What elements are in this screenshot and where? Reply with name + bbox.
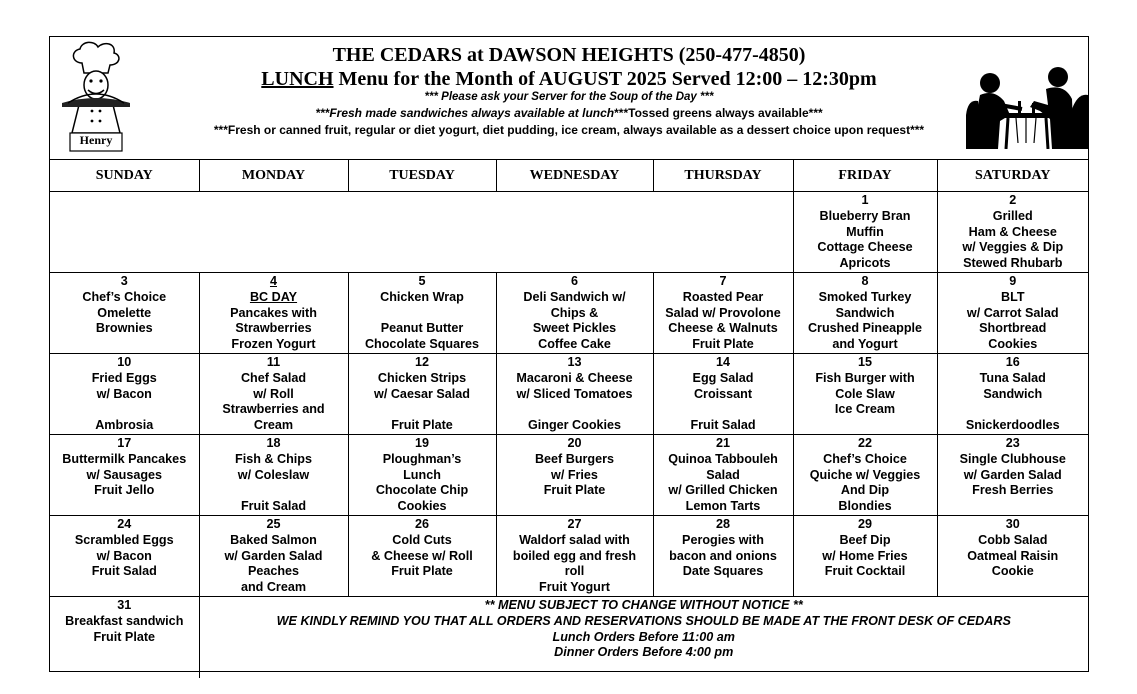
- sandwich-note-italic: ***Fresh made sandwiches always available at lunch: [315, 106, 615, 120]
- day-cell: [937, 434, 1088, 515]
- day-header-sunday: SUNDAY: [50, 160, 199, 192]
- menu-item: Croissant: [693, 386, 753, 401]
- day-number: 9: [1009, 273, 1017, 288]
- day-cell: [496, 272, 653, 353]
- menu-item: and Yogurt: [832, 337, 898, 352]
- day-number: 17: [117, 435, 132, 450]
- menu-item: Quinoa Tabbouleh: [668, 451, 778, 466]
- day-cell: [496, 434, 653, 515]
- day-number: 10: [117, 354, 132, 369]
- menu-item: Fruit Plate: [692, 337, 754, 352]
- day-number: 3: [120, 273, 128, 288]
- day-number: 23: [1005, 435, 1020, 450]
- day-cell: [199, 272, 348, 353]
- menu-item: Shortbread: [979, 321, 1047, 336]
- menu-item: Frozen Yogurt: [231, 337, 316, 352]
- menu-item: Fried Eggs: [91, 370, 157, 385]
- menu-item: Macaroni & Cheese: [516, 370, 633, 385]
- menu-item: Chicken Strips: [377, 370, 467, 385]
- menu-item: w/ Bacon: [96, 386, 152, 401]
- menu-sheet: [49, 36, 1089, 672]
- day-number: 1: [861, 193, 869, 207]
- menu-item: Fruit Salad: [690, 418, 756, 433]
- day-header-friday: FRIDAY: [793, 160, 937, 192]
- week-row: [50, 515, 1088, 596]
- sandwich-note-rest: ***Tossed greens always available***: [614, 106, 823, 120]
- menu-item: And Dip: [840, 483, 890, 498]
- soup-note: *** Please ask your Server for the Soup of the Day ***: [424, 91, 714, 103]
- day-cell: [199, 515, 348, 596]
- menu-item: w/ Grilled Chicken: [668, 483, 778, 498]
- day-number: 12: [414, 354, 429, 369]
- menu-subtitle: [50, 68, 1088, 91]
- menu-item: w/ Sliced Tomatoes: [516, 386, 633, 401]
- menu-item: Blondies: [838, 499, 892, 514]
- menu-item: Snickerdoodles: [965, 418, 1060, 433]
- day-number: 29: [857, 516, 872, 531]
- day-cell: [50, 596, 199, 678]
- menu-item: Fruit Plate: [391, 418, 453, 433]
- menu-item: Cole Slaw: [835, 386, 895, 401]
- menu-item: Fish & Chips: [235, 451, 312, 466]
- menu-item: w/ Garden Salad: [963, 467, 1062, 482]
- menu-header: [50, 37, 1088, 160]
- menu-item: BC DAY: [249, 289, 298, 304]
- menu-item: Fish Burger with: [815, 370, 915, 385]
- menu-item: Chocolate Squares: [364, 337, 480, 352]
- menu-item: Ploughman’s: [382, 451, 462, 466]
- menu-item: Fruit Salad: [240, 499, 307, 514]
- menu-item: Cream: [253, 418, 294, 433]
- day-cell: [793, 353, 937, 434]
- menu-item: Lunch: [403, 467, 441, 482]
- menu-item: w/ Home Fries: [822, 548, 908, 563]
- menu-item: Oatmeal Raisin: [967, 548, 1059, 563]
- menu-item: Cottage Cheese: [817, 240, 913, 255]
- menu-item: Roasted Pear: [682, 289, 764, 304]
- menu-item: Chef Salad: [240, 370, 307, 385]
- day-number: 8: [861, 273, 869, 288]
- menu-item: Ice Cream: [834, 402, 896, 417]
- empty-day-cell: [50, 192, 793, 273]
- menu-item: roll: [564, 564, 585, 579]
- day-number: 15: [857, 354, 872, 369]
- menu-item: Tuna Salad: [979, 370, 1046, 385]
- menu-item: w/ Roll: [253, 386, 294, 401]
- menu-item: Cookies: [397, 499, 447, 514]
- day-number: 27: [567, 516, 582, 531]
- day-number: 14: [715, 354, 730, 369]
- day-number: 28: [715, 516, 730, 531]
- menu-item: [349, 402, 496, 418]
- menu-item: Blueberry Bran: [819, 208, 911, 223]
- menu-item: w/ Caesar Salad: [374, 386, 470, 401]
- menu-item: Fruit Yogurt: [539, 580, 610, 595]
- menu-item: Stewed Rhubarb: [963, 256, 1063, 271]
- day-cell: [348, 434, 496, 515]
- menu-item: w/ Garden Salad: [224, 548, 323, 563]
- day-cell: [50, 434, 199, 515]
- menu-item: BLT: [1000, 289, 1025, 304]
- menu-item: Waldorf salad with: [519, 532, 630, 547]
- day-cell: [496, 353, 653, 434]
- menu-item: Smoked Turkey: [818, 289, 912, 304]
- week-row: [50, 434, 1088, 515]
- day-number: 5: [418, 273, 426, 288]
- day-number: 18: [266, 435, 281, 450]
- day-number: 16: [1005, 354, 1020, 369]
- menu-item: Sweet Pickles: [532, 321, 617, 336]
- week-row: [50, 353, 1088, 434]
- day-header-saturday: SATURDAY: [937, 160, 1088, 192]
- menu-item: Buttermilk Pancakes: [62, 451, 187, 466]
- menu-item: Fruit Salad: [91, 564, 157, 579]
- menu-item: Chips &: [550, 305, 599, 320]
- day-cell: [653, 272, 793, 353]
- notice-line: ** MENU SUBJECT TO CHANGE WITHOUT NOTICE **: [484, 597, 803, 612]
- menu-item: Strawberries and: [222, 402, 325, 417]
- day-cell: [348, 515, 496, 596]
- day-header-row: [50, 160, 1088, 192]
- menu-calendar: [50, 159, 1088, 678]
- menu-item: Ambrosia: [95, 418, 154, 433]
- menu-item: w/ Veggies & Dip: [962, 240, 1064, 255]
- day-cell: [348, 272, 496, 353]
- day-cell: [937, 353, 1088, 434]
- menu-item: Fruit Cocktail: [824, 564, 906, 579]
- menu-item: Beef Dip: [839, 532, 891, 547]
- menu-item: Chef’s Choice: [82, 289, 167, 304]
- menu-item: Grilled: [992, 208, 1033, 223]
- week-row-last: [50, 596, 1088, 678]
- menu-item: Quiche w/ Veggies: [809, 467, 921, 482]
- week-body: [50, 192, 1088, 679]
- menu-item: Fruit Plate: [391, 564, 453, 579]
- day-cell: [793, 272, 937, 353]
- menu-item: Deli Sandwich w/: [523, 289, 626, 304]
- menu-item: Baked Salmon: [230, 532, 317, 547]
- menu-item: Crushed Pineapple: [807, 321, 923, 336]
- menu-item: Single Clubhouse: [959, 451, 1066, 466]
- menu-item: Cold Cuts: [392, 532, 452, 547]
- menu-item: [349, 306, 496, 322]
- menu-item: Pancakes with: [230, 305, 317, 320]
- menu-item: Lemon Tarts: [685, 499, 761, 514]
- day-cell: [50, 353, 199, 434]
- sandwich-note: [50, 106, 1088, 120]
- menu-item: Beef Burgers: [534, 451, 615, 466]
- menu-item: [654, 402, 793, 418]
- menu-item: [938, 402, 1089, 418]
- day-number: 6: [570, 273, 578, 288]
- menu-item: Cheese & Walnuts: [668, 321, 778, 336]
- day-header-tuesday: TUESDAY: [348, 160, 496, 192]
- menu-item: [200, 483, 348, 499]
- day-cell: [793, 434, 937, 515]
- menu-item: Cobb Salad: [978, 532, 1048, 547]
- menu-item: Chocolate Chip: [375, 483, 469, 498]
- menu-item: [50, 402, 199, 418]
- menu-item: Cookies: [988, 337, 1038, 352]
- day-cell: [793, 192, 937, 273]
- menu-item: Sandwich: [835, 305, 895, 320]
- day-number: 20: [567, 435, 582, 450]
- menu-item: Salad w/ Provolone: [665, 305, 781, 320]
- menu-item: Brownies: [95, 321, 153, 336]
- menu-item: boiled egg and fresh: [512, 548, 637, 563]
- day-cell: [793, 515, 937, 596]
- notice-cell: [199, 596, 1088, 678]
- week-row: [50, 272, 1088, 353]
- day-number: 11: [266, 354, 281, 369]
- menu-subtitle-rest: Menu for the Month of AUGUST 2025 Served 12:00 – 12:30pm: [333, 68, 877, 90]
- menu-title: THE CEDARS at DAWSON HEIGHTS (250-477-4850): [332, 44, 806, 66]
- menu-item: w/ Sausages: [86, 467, 163, 482]
- day-cell: [937, 272, 1088, 353]
- day-number: 2: [1009, 193, 1017, 207]
- day-number: 31: [117, 597, 132, 612]
- menu-item: Sandwich: [983, 386, 1043, 401]
- day-number: 4: [269, 273, 277, 288]
- notice-line: Dinner Orders Before 4:00 pm: [554, 645, 734, 660]
- day-cell: [199, 434, 348, 515]
- menu-item: Fresh Berries: [972, 483, 1054, 498]
- day-cell: [496, 515, 653, 596]
- menu-item: bacon and onions: [669, 548, 777, 563]
- menu-item: Apricots: [839, 256, 891, 271]
- menu-item: Strawberries: [235, 321, 312, 336]
- day-number: 22: [857, 435, 872, 450]
- menu-item: Ham & Cheese: [968, 224, 1057, 239]
- menu-item: Muffin: [846, 224, 884, 239]
- menu-item: Chicken Wrap: [380, 289, 464, 304]
- menu-item: w/ Coleslaw: [237, 467, 310, 482]
- menu-item: Peanut Butter: [380, 321, 464, 336]
- day-cell: [653, 353, 793, 434]
- dessert-note: ***Fresh or canned fruit, regular or diet yogurt, diet pudding, ice cream, always available as a dessert choice upon request***: [213, 123, 925, 137]
- menu-item: Cookie: [991, 564, 1034, 579]
- chef-label: Henry: [79, 133, 113, 147]
- menu-item: Chef’s Choice: [823, 451, 907, 466]
- day-cell: [653, 434, 793, 515]
- menu-item: [497, 402, 653, 418]
- menu-subtitle-lunch: LUNCH: [261, 68, 334, 90]
- day-cell: [937, 192, 1088, 273]
- day-cell: [50, 515, 199, 596]
- day-number: 25: [266, 516, 281, 531]
- day-header-wednesday: WEDNESDAY: [496, 160, 653, 192]
- menu-item: Salad: [706, 467, 740, 482]
- menu-item: Fruit Jello: [94, 483, 155, 498]
- day-cell: [348, 353, 496, 434]
- menu-item: Peaches: [247, 564, 300, 579]
- day-number: 13: [567, 354, 582, 369]
- menu-item: w/ Fries: [551, 467, 598, 482]
- diners-icon: [960, 65, 1090, 149]
- menu-item: w/ Bacon: [96, 548, 152, 563]
- menu-item: Scrambled Eggs: [74, 532, 174, 547]
- week-row: [50, 192, 1088, 273]
- menu-item: Breakfast sandwich: [65, 613, 184, 628]
- day-header-thursday: THURSDAY: [653, 160, 793, 192]
- day-cell: [199, 353, 348, 434]
- menu-item: Omelette: [97, 305, 152, 320]
- day-number: 7: [719, 273, 727, 288]
- menu-item: Coffee Cake: [538, 337, 611, 352]
- notice-line: Lunch Orders Before 11:00 am: [552, 629, 735, 644]
- menu-item: Perogies with: [682, 532, 764, 547]
- day-number: 21: [715, 435, 730, 450]
- menu-item: & Cheese w/ Roll: [371, 548, 473, 563]
- menu-item: Fruit Plate: [543, 483, 606, 498]
- day-cell: [653, 515, 793, 596]
- menu-item: Fruit Plate: [93, 629, 156, 644]
- day-number: 26: [414, 516, 429, 531]
- day-number: 24: [117, 516, 132, 531]
- menu-item: Date Squares: [682, 564, 764, 579]
- menu-item: Egg Salad: [692, 370, 754, 385]
- menu-item: w/ Carrot Salad: [966, 305, 1059, 320]
- day-cell: [937, 515, 1088, 596]
- day-cell: [50, 272, 199, 353]
- day-number: 30: [1005, 516, 1020, 531]
- notice-line: WE KINDLY REMIND YOU THAT ALL ORDERS AND RESERVATIONS SHOULD BE MADE AT THE FRONT DESK OF CEDARS: [276, 613, 1011, 628]
- menu-item: and Cream: [240, 580, 307, 595]
- day-header-monday: MONDAY: [199, 160, 348, 192]
- menu-item: Ginger Cookies: [527, 418, 622, 433]
- day-number: 19: [414, 435, 429, 450]
